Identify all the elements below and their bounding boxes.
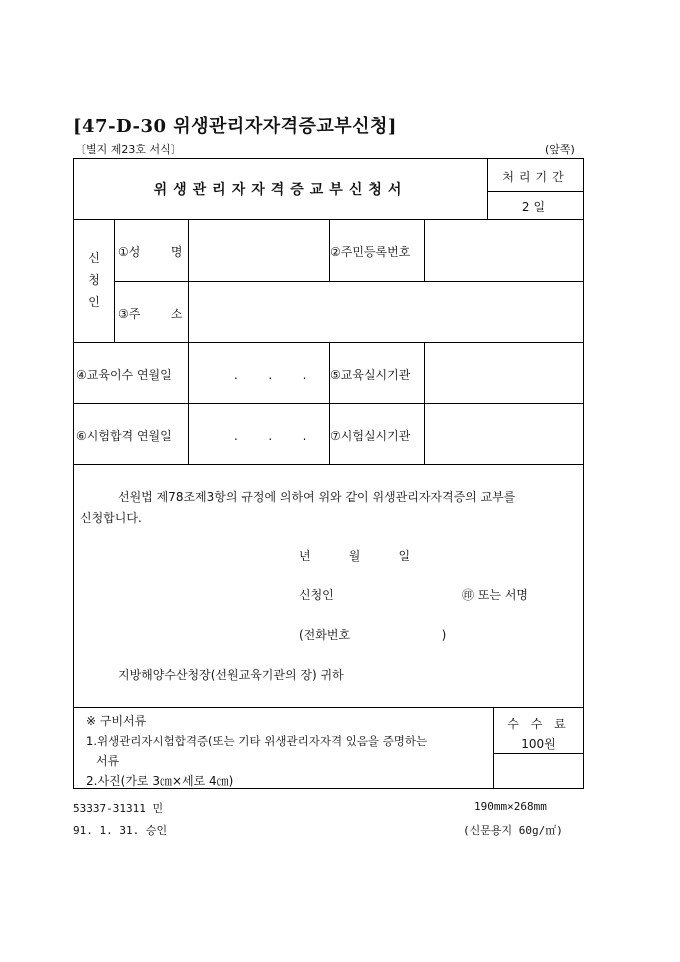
- signer-label: 신청인: [299, 588, 334, 602]
- education-institution-label: ⑤교육실시기관: [330, 368, 411, 382]
- exam-institution-label: ⑦시험실시기관: [330, 429, 411, 443]
- fee-value: 100원: [521, 737, 556, 751]
- education-date-field[interactable]: . . .: [234, 368, 307, 382]
- page-side-label: (앞쪽): [545, 143, 575, 156]
- form-number: 〔별지 제23호 서식〕: [75, 143, 182, 156]
- paper-size: 190mm×268mm: [474, 800, 547, 813]
- exam-date-label: ⑥시험합격 연월일: [76, 429, 172, 443]
- required-document-1: 1.위생관리자시험합격증(또는 기타 위생관리자자격 있음을 증명하는: [86, 734, 428, 748]
- exam-institution-field[interactable]: [425, 405, 582, 463]
- processing-period-label: 처리기간: [502, 170, 569, 184]
- education-institution-field[interactable]: [425, 344, 582, 402]
- required-document-1-cont: 서류: [96, 754, 120, 768]
- exam-date-field[interactable]: . . .: [234, 429, 307, 443]
- education-date-label: ④교육이수 연월일: [76, 368, 172, 382]
- phone-number-line: (전화번호 ): [299, 628, 447, 642]
- processing-period-value: 2일: [521, 200, 550, 214]
- form-code: 53337-31311 민: [73, 802, 164, 815]
- resident-id-label: ②주민등록번호: [330, 245, 411, 259]
- recipient: 지방해양수산청장(선원교육기관의 장) 귀하: [118, 668, 344, 682]
- required-document-2: 2.사진(가로 3㎝×세로 4㎝): [86, 774, 234, 788]
- address-label: ③주 소: [118, 307, 183, 321]
- fee-label: 수 수 료: [507, 717, 570, 731]
- address-field[interactable]: [189, 283, 582, 341]
- applicant-label: 신청인: [88, 251, 100, 309]
- page-title: [47-D-30 위생관리자자격증교부신청]: [73, 116, 397, 137]
- form-heading: 위생관리자자격증교부신청서: [153, 182, 408, 198]
- approval-date: 91. 1. 31. 승인: [73, 824, 168, 837]
- seal-or-signature[interactable]: ㊞ 또는 서명: [462, 588, 528, 602]
- statement-line-2: 신청합니다.: [80, 511, 142, 525]
- statement-line-1: 선원법 제78조제3항의 규정에 의하여 위와 같이 위생관리자자격증의 교부를: [118, 490, 516, 504]
- name-field[interactable]: [189, 221, 328, 280]
- application-form: [73, 158, 584, 789]
- paper-type: (신문용지 60g/㎡): [463, 824, 563, 837]
- resident-id-field[interactable]: [425, 221, 582, 280]
- required-documents-title: ※ 구비서류: [86, 714, 147, 728]
- date-line: 년 월 일: [299, 549, 411, 563]
- name-label: ①성 명: [118, 245, 183, 259]
